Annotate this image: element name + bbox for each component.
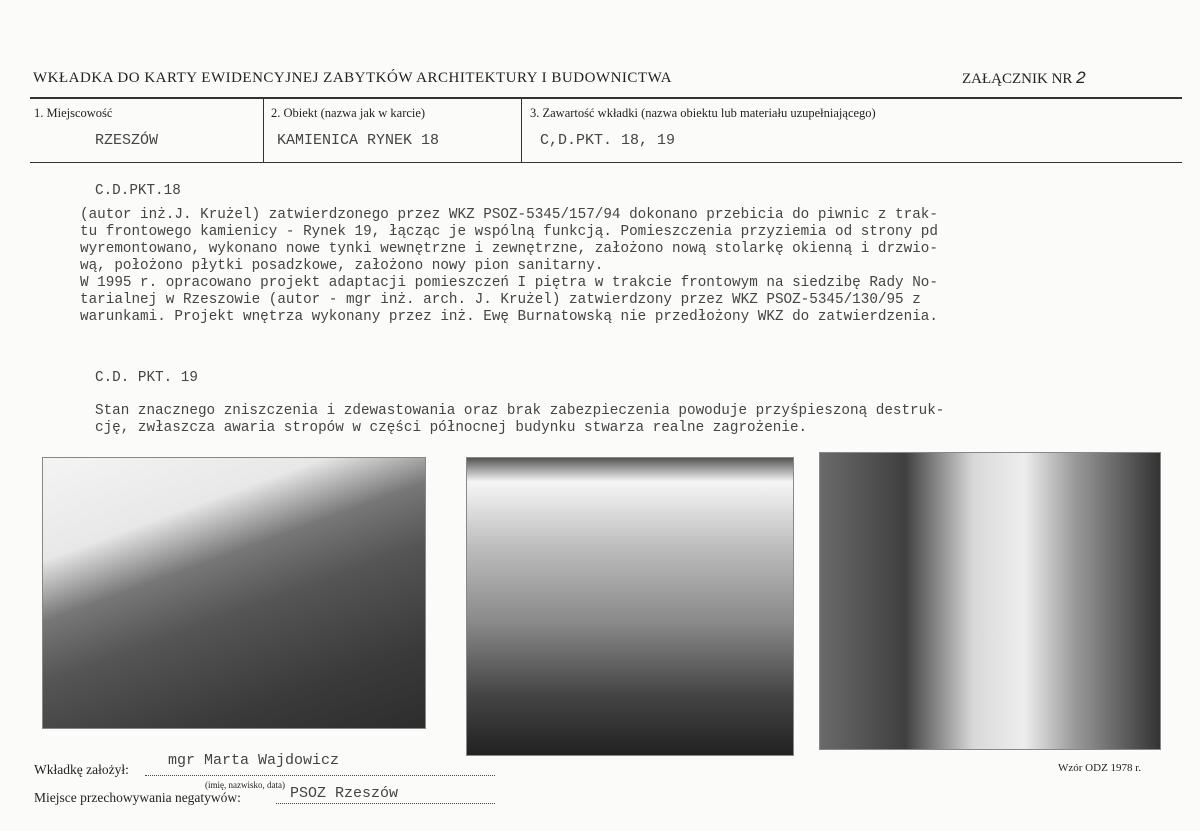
annex-label-text: ZAŁĄCZNIK NR	[962, 71, 1073, 87]
text-line: tarialnej w Rzeszowie (autor - mgr inż. arch. J. Krużel) zatwierdzony przez WKZ PSOZ-5345/130/95 z	[80, 292, 921, 308]
divider	[263, 98, 264, 162]
section-heading: C.D.PKT.18	[95, 183, 181, 199]
annex-label	[962, 68, 1086, 88]
form-label: Wzór ODZ 1978 r.	[1058, 762, 1142, 774]
field-label-location: 1. Miejscowość	[34, 106, 113, 120]
author-label: Wkładkę założył:	[34, 762, 129, 777]
section-heading: C.D. PKT. 19	[95, 370, 198, 386]
section-body	[95, 403, 944, 437]
photo-facade-upward	[42, 457, 426, 729]
photo-gallery-balcony	[819, 452, 1161, 750]
text-line: W 1995 r. opracowano projekt adaptacji pomieszczeń I piętra w trakcie frontowym na siedzibę Rady No-	[80, 275, 938, 291]
field-value-location: RZESZÓW	[95, 132, 159, 149]
field-value-contents: C,D.PKT. 18, 19	[540, 132, 676, 149]
section-body	[80, 207, 938, 326]
text-line: wą, położono płytki posadzkowe, założono nowy pion sanitarny.	[80, 258, 604, 274]
field-label-contents: 3. Zawartość wkładki (nazwa obiektu lub materiału uzupełniającego)	[530, 106, 876, 120]
photo-courtyard-staircase	[466, 457, 794, 756]
header-rule	[30, 97, 1182, 99]
annex-number: 2	[1076, 68, 1086, 87]
divider	[521, 98, 522, 162]
author-value: mgr Marta Wajdowicz	[168, 752, 340, 769]
dotted-line	[145, 774, 495, 776]
author-hint: (imię, nazwisko, data)	[205, 780, 285, 790]
field-value-object: KAMIENICA RYNEK 18	[277, 132, 440, 149]
text-line: (autor inż.J. Krużel) zatwierdzonego przez WKZ PSOZ-5345/157/94 dokonano przebicia do piwnic z trak-	[80, 207, 938, 223]
text-line: warunkami. Projekt wnętrza wykonany przez inż. Ewę Burnatowską nie przedłożony WKZ do zatwierdzenia.	[80, 309, 938, 325]
text-line: wyremontowano, wykonano nowe tynki wewnętrzne i zewnętrzne, założono nową stolarkę okienną i drzwio-	[80, 241, 938, 257]
text-line: cję, zwłaszcza awaria stropów w części północnej budynku stwarza realne zagrożenie.	[95, 420, 808, 436]
negatives-label: Miejsce przechowywania negatywów:	[34, 790, 241, 805]
text-line: tu frontowego kamienicy - Rynek 19, łącząc je wspólną funkcją. Pomieszczenia przyziemia od strony pd	[80, 224, 938, 240]
document-title: WKŁADKA DO KARTY EWIDENCYJNEJ ZABYTKÓW ARCHITEKTURY I BUDOWNICTWA	[33, 70, 672, 86]
negatives-value: PSOZ Rzeszów	[290, 785, 399, 802]
dotted-line	[276, 802, 495, 804]
field-label-object: 2. Obiekt (nazwa jak w karcie)	[271, 106, 426, 120]
fields-bottom-rule	[30, 162, 1182, 163]
text-line: Stan znacznego zniszczenia i zdewastowania oraz brak zabezpieczenia powoduje przyśpieszoną destruk-	[95, 403, 945, 419]
